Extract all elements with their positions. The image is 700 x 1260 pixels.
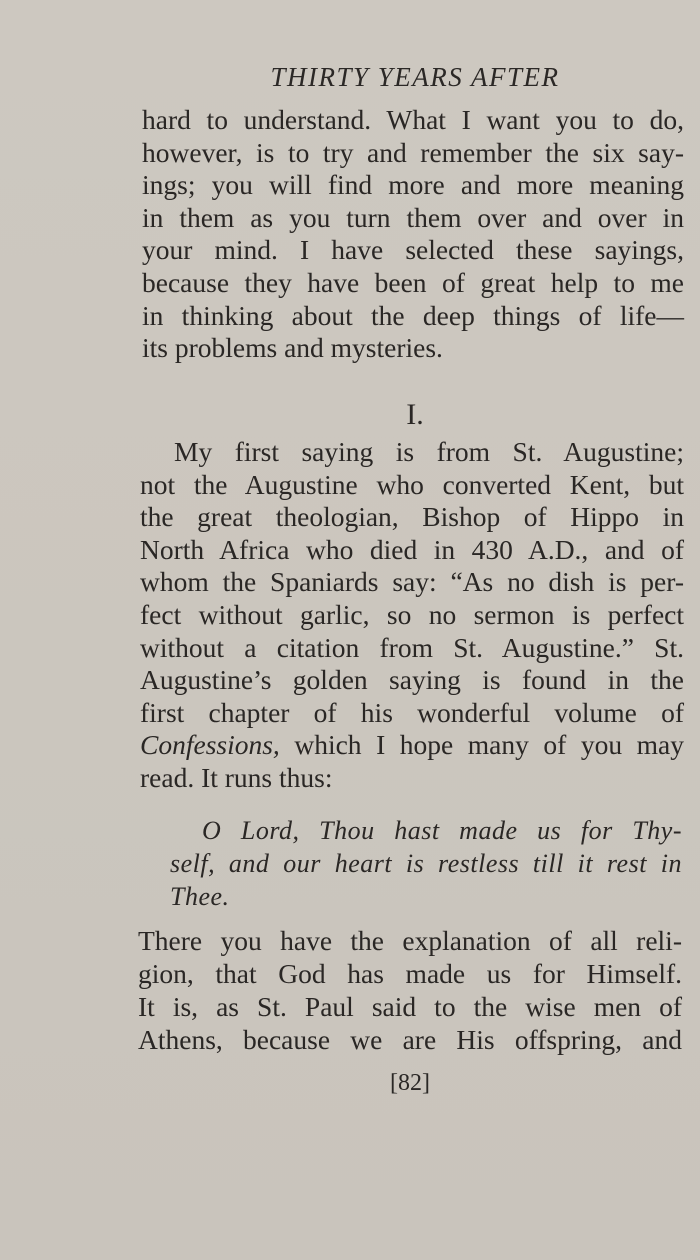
text-line: hard to understand. What I want you to do, (142, 104, 684, 135)
text-line: whom the Spaniards say: “As no dish is per- (140, 566, 684, 598)
text-line: Athens, because we are His offspring, and (138, 1024, 682, 1055)
text-line: ings; you will find more and more meaning (142, 169, 684, 201)
text-line: fect without garlic, so no sermon is perfect (140, 598, 684, 630)
text-line: It is, as St. Paul said to the wise men of (138, 991, 682, 1022)
block-quote (170, 814, 682, 913)
text-line: North Africa who died in 430 A.D., and of (140, 533, 684, 565)
text-line: read. It runs thus: (140, 761, 333, 793)
text-line: because they have been of great help to me (142, 266, 684, 298)
quote-line: self, and our heart is restless till it rest in (170, 849, 682, 878)
text-line (140, 729, 684, 762)
text-line: the great theologian, Bishop of Hippo in (140, 501, 684, 533)
section-number: I. (406, 398, 424, 431)
text-line: however, is to try and remember the six say- (142, 136, 684, 168)
text-line: gion, that God has made us for Himself. (138, 958, 682, 989)
book-title-italic: Confessions, (140, 729, 280, 761)
text-line: first chapter of his wonderful volume of (140, 696, 684, 728)
paragraph-augustine (140, 436, 684, 795)
text-line: without a citation from St. Augustine.” St. (140, 631, 684, 663)
text-line: not the Augustine who converted Kent, but (140, 468, 684, 500)
text-line: your mind. I have selected these sayings, (142, 234, 684, 266)
quote-line: Thee. (170, 882, 230, 911)
text-line: Augustine’s golden saying is found in the (140, 664, 684, 696)
text-line: in thinking about the deep things of life— (142, 299, 684, 331)
page-number: [82] (390, 1070, 430, 1096)
paragraph-explanation (138, 924, 682, 1056)
running-head: THIRTY YEARS AFTER (270, 62, 560, 92)
text-line: My first saying is from St. Augustine; (174, 436, 684, 467)
text-line-rest: which I hope many of you may (279, 729, 684, 761)
quote-line: O Lord, Thou hast made us for Thy- (202, 816, 682, 845)
paragraph-continued (142, 104, 684, 365)
text-line: in them as you turn them over and over in (142, 201, 684, 233)
text-line: There you have the explanation of all reli- (138, 925, 682, 956)
text-line: its problems and mysteries. (142, 332, 443, 364)
